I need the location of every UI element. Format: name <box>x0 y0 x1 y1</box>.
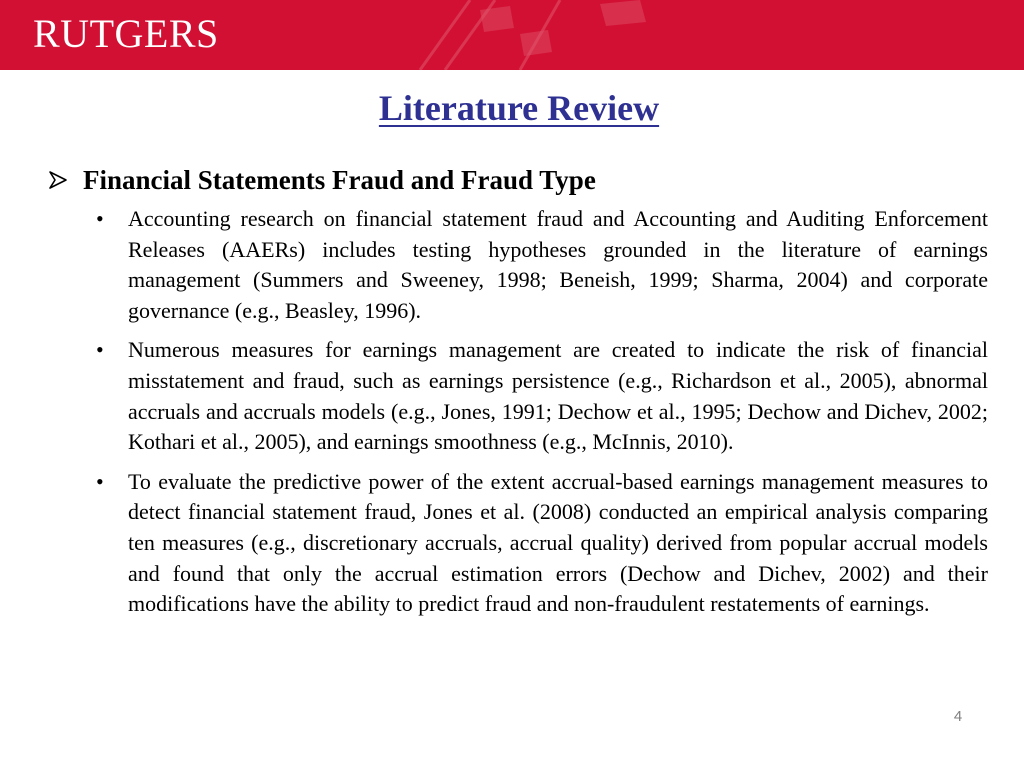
list-item <box>48 204 988 326</box>
slide-title-text: Literature Review <box>378 88 660 128</box>
section <box>48 162 988 629</box>
bullet-dot-icon: • <box>96 468 104 494</box>
section-heading: Financial Statements Fraud and Fraud Type <box>83 165 596 195</box>
section-header <box>48 162 988 198</box>
rutgers-logo: RUTGERS <box>33 11 219 56</box>
header-band <box>0 0 1024 70</box>
bullet-text: Numerous measures for earnings management are created to indicate the risk of financial misstatement and fraud, such as earnings persistence (e.g., Richardson et al., 2005), abnormal accruals and accruals models (e.g., Jones, 1991; Dechow et al., 1995; Dechow and Dichev, 2002; Kothari et al., 2005), and earnings smoothness (e.g., McInnis, 2010). <box>128 337 988 455</box>
slide-title <box>0 86 1024 130</box>
page-number: 4 <box>953 708 963 725</box>
list-item <box>48 335 988 457</box>
arrow-bullet-icon <box>48 170 68 190</box>
bullet-list <box>48 204 988 620</box>
bullet-dot-icon: • <box>96 337 104 363</box>
bullet-text: To evaluate the predictive power of the extent accrual-based earnings management measures to detect financial statement fraud, Jones et al. (2008) conducted an empirical analysis comparing ten measures (e.g., discretionary accruals, accrual quality) derived from popular accrual models and found that only the accrual estimation errors (Dechow and Dichev, 2002) and their modifications have the ability to predict fraud and non-fraudulent restatements of earnings. <box>128 468 988 617</box>
bullet-dot-icon: • <box>96 206 104 231</box>
list-item <box>48 467 988 620</box>
bullet-text: Accounting research on financial statement fraud and Accounting and Auditing Enforcement Releases (AAERs) includes testing hypotheses grounded in the literature of earnings management (Summers and Sweeney, 1998; Beneish, 1999; Sharma, 2004) and corporate governance (e.g., Beasley, 1996). <box>128 206 988 323</box>
